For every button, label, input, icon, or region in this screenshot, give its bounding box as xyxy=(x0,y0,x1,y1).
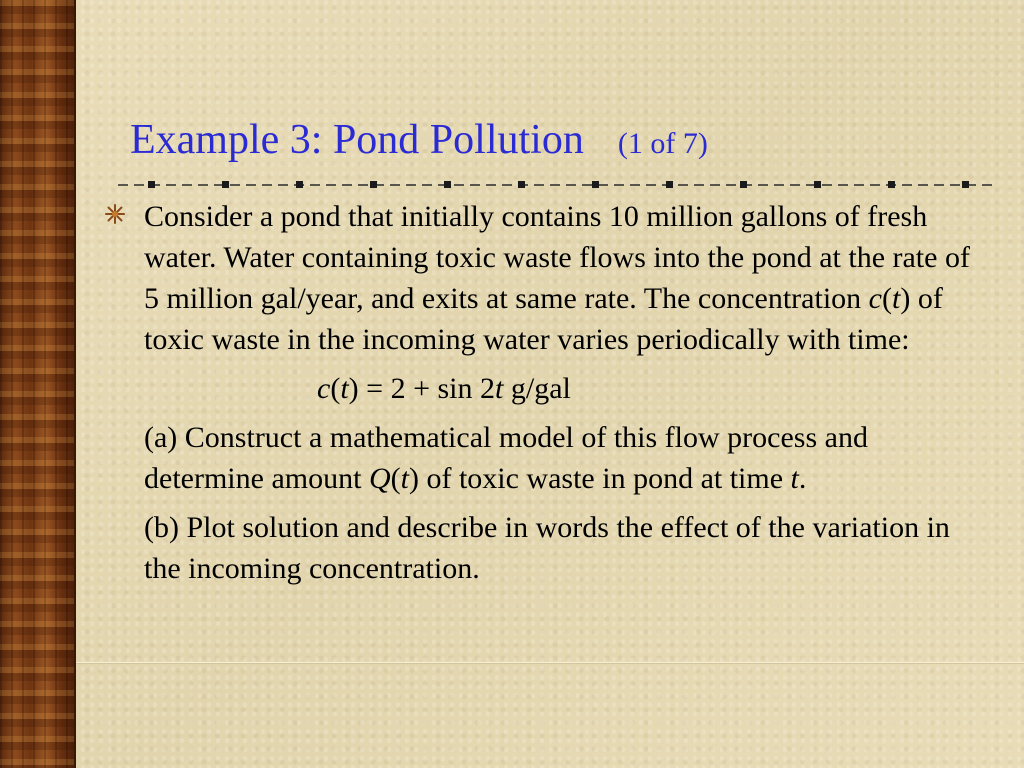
part-a-text: (a) Construct a mathematical model of this flow process and determine amount xyxy=(144,421,868,495)
time-symbol: t xyxy=(892,282,901,315)
amount-symbol: Q xyxy=(368,462,391,495)
equation-paren: ( xyxy=(330,372,341,405)
time-symbol: t xyxy=(400,462,409,495)
part-b-paragraph: (b) Plot solution and describe in words the effect of the variation in the incoming concentration. xyxy=(144,511,950,585)
title-page-indicator: (1 of 7) xyxy=(617,127,708,160)
slide-body xyxy=(144,196,984,589)
title-divider xyxy=(118,178,994,192)
equation-c: c xyxy=(317,372,331,405)
left-decorative-bar xyxy=(0,0,76,768)
equation-units: g/gal xyxy=(503,372,571,405)
paren: ) xyxy=(900,282,911,315)
concentration-symbol: c xyxy=(868,282,882,315)
starburst-bullet-icon xyxy=(104,203,126,225)
period: . xyxy=(798,462,807,495)
equation-body: ) = 2 + sin 2 xyxy=(348,372,496,405)
intro-text-end: of toxic waste in the incoming water varies periodically with time: xyxy=(144,282,943,356)
time-symbol: t xyxy=(790,462,799,495)
intro-paragraph xyxy=(144,196,984,360)
part-a-text-mid: of toxic waste in pond at time xyxy=(418,462,791,495)
intro-text: Consider a pond that initially contains 10 million gallons of fresh water. Water containing toxic waste flows into the pond at the rate of 5 million gal/year, and exits at same rate. The concentration xyxy=(144,200,970,315)
paren: ( xyxy=(390,462,401,495)
footer-divider xyxy=(76,662,1024,663)
concentration-equation xyxy=(144,368,984,409)
equation-t: t xyxy=(495,372,504,405)
title-text: Example 3: Pond Pollution xyxy=(130,117,584,163)
slide-title xyxy=(130,112,708,172)
equation-t: t xyxy=(340,372,349,405)
part-a-paragraph xyxy=(144,417,984,499)
paren: ) xyxy=(408,462,419,495)
paren: ( xyxy=(882,282,892,315)
